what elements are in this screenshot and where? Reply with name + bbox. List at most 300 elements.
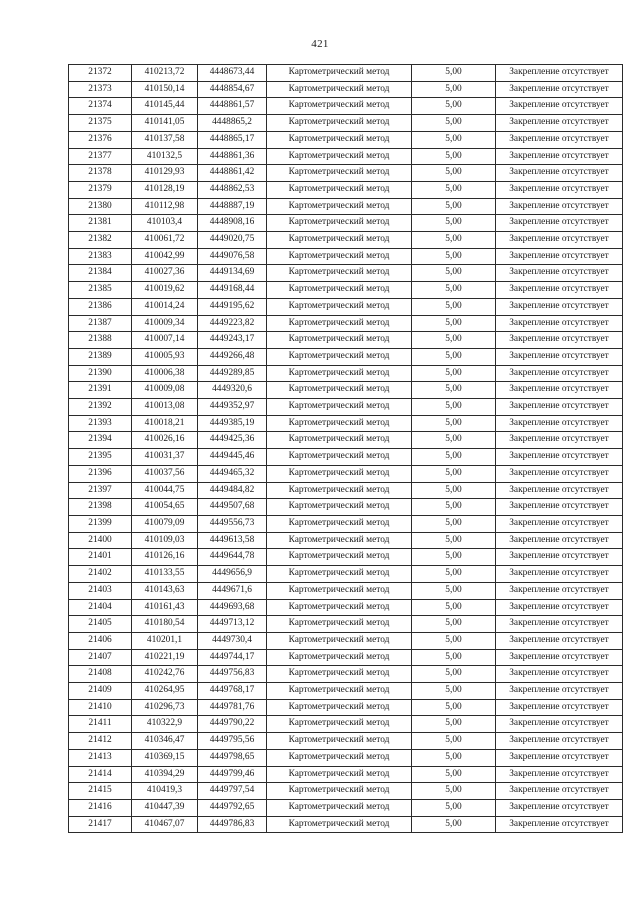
accuracy-cell: 5,00 <box>412 549 496 566</box>
point-number-cell: 21405 <box>69 616 132 633</box>
fixation-cell: Закрепление отсутствует <box>496 699 623 716</box>
y-coordinate-cell: 4449076,58 <box>198 248 267 265</box>
point-number-cell: 21390 <box>69 365 132 382</box>
table-row <box>69 766 623 783</box>
accuracy-cell: 5,00 <box>412 749 496 766</box>
x-coordinate-cell: 410213,72 <box>132 65 198 82</box>
y-coordinate-cell: 4449320,6 <box>198 382 267 399</box>
point-number-cell: 21400 <box>69 532 132 549</box>
accuracy-cell: 5,00 <box>412 165 496 182</box>
x-coordinate-cell: 410103,4 <box>132 215 198 232</box>
fixation-cell: Закрепление отсутствует <box>496 582 623 599</box>
fixation-cell: Закрепление отсутствует <box>496 532 623 549</box>
y-coordinate-cell: 4449790,22 <box>198 716 267 733</box>
fixation-cell: Закрепление отсутствует <box>496 115 623 132</box>
point-number-cell: 21408 <box>69 666 132 683</box>
accuracy-cell: 5,00 <box>412 382 496 399</box>
y-coordinate-cell: 4449223,82 <box>198 315 267 332</box>
fixation-cell: Закрепление отсутствует <box>496 282 623 299</box>
table-row <box>69 232 623 249</box>
y-coordinate-cell: 4449693,68 <box>198 599 267 616</box>
coordinates-table-body <box>69 65 623 833</box>
method-cell: Картометрический метод <box>267 749 412 766</box>
x-coordinate-cell: 410044,75 <box>132 482 198 499</box>
fixation-cell: Закрепление отсутствует <box>496 248 623 265</box>
point-number-cell: 21373 <box>69 81 132 98</box>
table-row <box>69 265 623 282</box>
method-cell: Картометрический метод <box>267 365 412 382</box>
point-number-cell: 21407 <box>69 649 132 666</box>
table-row <box>69 298 623 315</box>
x-coordinate-cell: 410128,19 <box>132 181 198 198</box>
y-coordinate-cell: 4449756,83 <box>198 666 267 683</box>
y-coordinate-cell: 4448887,19 <box>198 198 267 215</box>
table-row <box>69 515 623 532</box>
x-coordinate-cell: 410013,08 <box>132 399 198 416</box>
fixation-cell: Закрепление отсутствует <box>496 181 623 198</box>
accuracy-cell: 5,00 <box>412 315 496 332</box>
fixation-cell: Закрепление отсутствует <box>496 399 623 416</box>
point-number-cell: 21383 <box>69 248 132 265</box>
point-number-cell: 21412 <box>69 733 132 750</box>
x-coordinate-cell: 410019,62 <box>132 282 198 299</box>
accuracy-cell: 5,00 <box>412 699 496 716</box>
y-coordinate-cell: 4448854,67 <box>198 81 267 98</box>
method-cell: Картометрический метод <box>267 716 412 733</box>
point-number-cell: 21397 <box>69 482 132 499</box>
point-number-cell: 21378 <box>69 165 132 182</box>
point-number-cell: 21398 <box>69 499 132 516</box>
y-coordinate-cell: 4448908,16 <box>198 215 267 232</box>
table-row <box>69 382 623 399</box>
table-row <box>69 599 623 616</box>
method-cell: Картометрический метод <box>267 666 412 683</box>
table-row <box>69 616 623 633</box>
x-coordinate-cell: 410037,56 <box>132 465 198 482</box>
accuracy-cell: 5,00 <box>412 599 496 616</box>
method-cell: Картометрический метод <box>267 81 412 98</box>
method-cell: Картометрический метод <box>267 432 412 449</box>
fixation-cell: Закрепление отсутствует <box>496 81 623 98</box>
fixation-cell: Закрепление отсутствует <box>496 65 623 82</box>
fixation-cell: Закрепление отсутствует <box>496 332 623 349</box>
fixation-cell: Закрепление отсутствует <box>496 365 623 382</box>
method-cell: Картометрический метод <box>267 766 412 783</box>
x-coordinate-cell: 410419,3 <box>132 783 198 800</box>
point-number-cell: 21381 <box>69 215 132 232</box>
x-coordinate-cell: 410296,73 <box>132 699 198 716</box>
accuracy-cell: 5,00 <box>412 432 496 449</box>
method-cell: Картометрический метод <box>267 399 412 416</box>
y-coordinate-cell: 4448865,17 <box>198 131 267 148</box>
x-coordinate-cell: 410143,63 <box>132 582 198 599</box>
y-coordinate-cell: 4449266,48 <box>198 348 267 365</box>
y-coordinate-cell: 4449656,9 <box>198 566 267 583</box>
method-cell: Картометрический метод <box>267 332 412 349</box>
point-number-cell: 21410 <box>69 699 132 716</box>
method-cell: Картометрический метод <box>267 482 412 499</box>
accuracy-cell: 5,00 <box>412 482 496 499</box>
accuracy-cell: 5,00 <box>412 232 496 249</box>
table-row <box>69 399 623 416</box>
point-number-cell: 21414 <box>69 766 132 783</box>
table-row <box>69 716 623 733</box>
x-coordinate-cell: 410006,38 <box>132 365 198 382</box>
method-cell: Картометрический метод <box>267 131 412 148</box>
point-number-cell: 21406 <box>69 632 132 649</box>
x-coordinate-cell: 410394,29 <box>132 766 198 783</box>
coordinates-table <box>68 64 623 833</box>
accuracy-cell: 5,00 <box>412 666 496 683</box>
x-coordinate-cell: 410005,93 <box>132 348 198 365</box>
accuracy-cell: 5,00 <box>412 532 496 549</box>
x-coordinate-cell: 410027,36 <box>132 265 198 282</box>
method-cell: Картометрический метод <box>267 632 412 649</box>
fixation-cell: Закрепление отсутствует <box>496 632 623 649</box>
table-row <box>69 282 623 299</box>
accuracy-cell: 5,00 <box>412 415 496 432</box>
x-coordinate-cell: 410447,39 <box>132 799 198 816</box>
point-number-cell: 21413 <box>69 749 132 766</box>
x-coordinate-cell: 410322,9 <box>132 716 198 733</box>
accuracy-cell: 5,00 <box>412 399 496 416</box>
method-cell: Картометрический метод <box>267 683 412 700</box>
point-number-cell: 21416 <box>69 799 132 816</box>
y-coordinate-cell: 4449644,78 <box>198 549 267 566</box>
y-coordinate-cell: 4449445,46 <box>198 449 267 466</box>
table-row <box>69 365 623 382</box>
table-row <box>69 783 623 800</box>
y-coordinate-cell: 4449798,65 <box>198 749 267 766</box>
x-coordinate-cell: 410133,55 <box>132 566 198 583</box>
y-coordinate-cell: 4449792,65 <box>198 799 267 816</box>
y-coordinate-cell: 4449671,6 <box>198 582 267 599</box>
method-cell: Картометрический метод <box>267 616 412 633</box>
method-cell: Картометрический метод <box>267 649 412 666</box>
table-row <box>69 666 623 683</box>
point-number-cell: 21385 <box>69 282 132 299</box>
point-number-cell: 21396 <box>69 465 132 482</box>
y-coordinate-cell: 4448673,44 <box>198 65 267 82</box>
x-coordinate-cell: 410079,09 <box>132 515 198 532</box>
table-row <box>69 632 623 649</box>
method-cell: Картометрический метод <box>267 298 412 315</box>
point-number-cell: 21399 <box>69 515 132 532</box>
y-coordinate-cell: 4449730,4 <box>198 632 267 649</box>
method-cell: Картометрический метод <box>267 465 412 482</box>
fixation-cell: Закрепление отсутствует <box>496 415 623 432</box>
method-cell: Картометрический метод <box>267 181 412 198</box>
x-coordinate-cell: 410129,93 <box>132 165 198 182</box>
fixation-cell: Закрепление отсутствует <box>496 449 623 466</box>
table-row <box>69 348 623 365</box>
fixation-cell: Закрепление отсутствует <box>496 465 623 482</box>
point-number-cell: 21393 <box>69 415 132 432</box>
x-coordinate-cell: 410467,07 <box>132 816 198 833</box>
fixation-cell: Закрепление отсутствует <box>496 298 623 315</box>
table-row <box>69 549 623 566</box>
method-cell: Картометрический метод <box>267 198 412 215</box>
page-number: 421 <box>311 38 329 50</box>
fixation-cell: Закрепление отсутствует <box>496 599 623 616</box>
table-row <box>69 465 623 482</box>
point-number-cell: 21389 <box>69 348 132 365</box>
fixation-cell: Закрепление отсутствует <box>496 683 623 700</box>
fixation-cell: Закрепление отсутствует <box>496 666 623 683</box>
accuracy-cell: 5,00 <box>412 449 496 466</box>
accuracy-cell: 5,00 <box>412 733 496 750</box>
table-row <box>69 165 623 182</box>
method-cell: Картометрический метод <box>267 566 412 583</box>
method-cell: Картометрический метод <box>267 549 412 566</box>
method-cell: Картометрический метод <box>267 699 412 716</box>
method-cell: Картометрический метод <box>267 348 412 365</box>
accuracy-cell: 5,00 <box>412 515 496 532</box>
method-cell: Картометрический метод <box>267 449 412 466</box>
accuracy-cell: 5,00 <box>412 649 496 666</box>
point-number-cell: 21382 <box>69 232 132 249</box>
x-coordinate-cell: 410150,14 <box>132 81 198 98</box>
x-coordinate-cell: 410018,21 <box>132 415 198 432</box>
accuracy-cell: 5,00 <box>412 716 496 733</box>
y-coordinate-cell: 4448865,2 <box>198 115 267 132</box>
method-cell: Картометрический метод <box>267 599 412 616</box>
table-row <box>69 131 623 148</box>
x-coordinate-cell: 410180,54 <box>132 616 198 633</box>
fixation-cell: Закрепление отсутствует <box>496 716 623 733</box>
accuracy-cell: 5,00 <box>412 298 496 315</box>
point-number-cell: 21391 <box>69 382 132 399</box>
y-coordinate-cell: 4448862,53 <box>198 181 267 198</box>
method-cell: Картометрический метод <box>267 98 412 115</box>
point-number-cell: 21404 <box>69 599 132 616</box>
point-number-cell: 21411 <box>69 716 132 733</box>
fixation-cell: Закрепление отсутствует <box>496 432 623 449</box>
table-row <box>69 81 623 98</box>
method-cell: Картометрический метод <box>267 515 412 532</box>
fixation-cell: Закрепление отсутствует <box>496 566 623 583</box>
table-row <box>69 432 623 449</box>
x-coordinate-cell: 410132,5 <box>132 148 198 165</box>
y-coordinate-cell: 4449168,44 <box>198 282 267 299</box>
fixation-cell: Закрепление отсутствует <box>496 315 623 332</box>
method-cell: Картометрический метод <box>267 148 412 165</box>
table-row <box>69 415 623 432</box>
table-row <box>69 749 623 766</box>
table-row <box>69 683 623 700</box>
x-coordinate-cell: 410242,76 <box>132 666 198 683</box>
y-coordinate-cell: 4449507,68 <box>198 499 267 516</box>
method-cell: Картометрический метод <box>267 232 412 249</box>
method-cell: Картометрический метод <box>267 783 412 800</box>
y-coordinate-cell: 4449781,76 <box>198 699 267 716</box>
accuracy-cell: 5,00 <box>412 215 496 232</box>
point-number-cell: 21394 <box>69 432 132 449</box>
method-cell: Картометрический метод <box>267 165 412 182</box>
point-number-cell: 21375 <box>69 115 132 132</box>
fixation-cell: Закрепление отсутствует <box>496 549 623 566</box>
method-cell: Картометрический метод <box>267 582 412 599</box>
accuracy-cell: 5,00 <box>412 616 496 633</box>
x-coordinate-cell: 410014,24 <box>132 298 198 315</box>
fixation-cell: Закрепление отсутствует <box>496 232 623 249</box>
table-row <box>69 449 623 466</box>
accuracy-cell: 5,00 <box>412 683 496 700</box>
table-row <box>69 482 623 499</box>
fixation-cell: Закрепление отсутствует <box>496 816 623 833</box>
table-row <box>69 499 623 516</box>
method-cell: Картометрический метод <box>267 115 412 132</box>
accuracy-cell: 5,00 <box>412 566 496 583</box>
y-coordinate-cell: 4449713,12 <box>198 616 267 633</box>
accuracy-cell: 5,00 <box>412 465 496 482</box>
point-number-cell: 21380 <box>69 198 132 215</box>
fixation-cell: Закрепление отсутствует <box>496 766 623 783</box>
y-coordinate-cell: 4449243,17 <box>198 332 267 349</box>
y-coordinate-cell: 4449425,36 <box>198 432 267 449</box>
x-coordinate-cell: 410264,95 <box>132 683 198 700</box>
y-coordinate-cell: 4449465,32 <box>198 465 267 482</box>
accuracy-cell: 5,00 <box>412 499 496 516</box>
fixation-cell: Закрепление отсутствует <box>496 215 623 232</box>
y-coordinate-cell: 4449786,83 <box>198 816 267 833</box>
accuracy-cell: 5,00 <box>412 98 496 115</box>
fixation-cell: Закрепление отсутствует <box>496 265 623 282</box>
point-number-cell: 21379 <box>69 181 132 198</box>
y-coordinate-cell: 4449195,62 <box>198 298 267 315</box>
y-coordinate-cell: 4449352,97 <box>198 399 267 416</box>
method-cell: Картометрический метод <box>267 799 412 816</box>
point-number-cell: 21388 <box>69 332 132 349</box>
x-coordinate-cell: 410109,03 <box>132 532 198 549</box>
point-number-cell: 21376 <box>69 131 132 148</box>
x-coordinate-cell: 410009,08 <box>132 382 198 399</box>
fixation-cell: Закрепление отсутствует <box>496 348 623 365</box>
y-coordinate-cell: 4448861,57 <box>198 98 267 115</box>
table-row <box>69 315 623 332</box>
fixation-cell: Закрепление отсутствует <box>496 148 623 165</box>
fixation-cell: Закрепление отсутствует <box>496 131 623 148</box>
table-row <box>69 65 623 82</box>
point-number-cell: 21392 <box>69 399 132 416</box>
point-number-cell: 21417 <box>69 816 132 833</box>
accuracy-cell: 5,00 <box>412 783 496 800</box>
table-row <box>69 733 623 750</box>
y-coordinate-cell: 4449768,17 <box>198 683 267 700</box>
table-row <box>69 582 623 599</box>
y-coordinate-cell: 4449744,17 <box>198 649 267 666</box>
table-row <box>69 198 623 215</box>
table-row <box>69 248 623 265</box>
accuracy-cell: 5,00 <box>412 115 496 132</box>
x-coordinate-cell: 410054,65 <box>132 499 198 516</box>
y-coordinate-cell: 4449556,73 <box>198 515 267 532</box>
table-row <box>69 799 623 816</box>
accuracy-cell: 5,00 <box>412 365 496 382</box>
accuracy-cell: 5,00 <box>412 131 496 148</box>
y-coordinate-cell: 4449289,85 <box>198 365 267 382</box>
fixation-cell: Закрепление отсутствует <box>496 198 623 215</box>
x-coordinate-cell: 410007,14 <box>132 332 198 349</box>
accuracy-cell: 5,00 <box>412 582 496 599</box>
fixation-cell: Закрепление отсутствует <box>496 98 623 115</box>
x-coordinate-cell: 410221,19 <box>132 649 198 666</box>
table-row <box>69 181 623 198</box>
x-coordinate-cell: 410346,47 <box>132 733 198 750</box>
accuracy-cell: 5,00 <box>412 265 496 282</box>
table-row <box>69 98 623 115</box>
point-number-cell: 21386 <box>69 298 132 315</box>
fixation-cell: Закрепление отсутствует <box>496 165 623 182</box>
x-coordinate-cell: 410369,15 <box>132 749 198 766</box>
table-row <box>69 816 623 833</box>
x-coordinate-cell: 410137,58 <box>132 131 198 148</box>
point-number-cell: 21384 <box>69 265 132 282</box>
fixation-cell: Закрепление отсутствует <box>496 616 623 633</box>
x-coordinate-cell: 410009,34 <box>132 315 198 332</box>
fixation-cell: Закрепление отсутствует <box>496 733 623 750</box>
point-number-cell: 21387 <box>69 315 132 332</box>
fixation-cell: Закрепление отсутствует <box>496 799 623 816</box>
method-cell: Картометрический метод <box>267 215 412 232</box>
accuracy-cell: 5,00 <box>412 181 496 198</box>
fixation-cell: Закрепление отсутствует <box>496 515 623 532</box>
y-coordinate-cell: 4449484,82 <box>198 482 267 499</box>
accuracy-cell: 5,00 <box>412 65 496 82</box>
x-coordinate-cell: 410161,43 <box>132 599 198 616</box>
accuracy-cell: 5,00 <box>412 248 496 265</box>
point-number-cell: 21374 <box>69 98 132 115</box>
accuracy-cell: 5,00 <box>412 81 496 98</box>
table-row <box>69 532 623 549</box>
point-number-cell: 21395 <box>69 449 132 466</box>
y-coordinate-cell: 4449795,56 <box>198 733 267 750</box>
fixation-cell: Закрепление отсутствует <box>496 482 623 499</box>
y-coordinate-cell: 4449797,54 <box>198 783 267 800</box>
table-row <box>69 215 623 232</box>
x-coordinate-cell: 410042,99 <box>132 248 198 265</box>
x-coordinate-cell: 410061,72 <box>132 232 198 249</box>
method-cell: Картометрический метод <box>267 248 412 265</box>
method-cell: Картометрический метод <box>267 733 412 750</box>
accuracy-cell: 5,00 <box>412 766 496 783</box>
x-coordinate-cell: 410141,05 <box>132 115 198 132</box>
point-number-cell: 21401 <box>69 549 132 566</box>
y-coordinate-cell: 4448861,36 <box>198 148 267 165</box>
table-row <box>69 699 623 716</box>
method-cell: Картометрический метод <box>267 265 412 282</box>
y-coordinate-cell: 4449613,58 <box>198 532 267 549</box>
x-coordinate-cell: 410031,37 <box>132 449 198 466</box>
method-cell: Картометрический метод <box>267 382 412 399</box>
point-number-cell: 21377 <box>69 148 132 165</box>
y-coordinate-cell: 4449134,69 <box>198 265 267 282</box>
fixation-cell: Закрепление отсутствует <box>496 783 623 800</box>
point-number-cell: 21372 <box>69 65 132 82</box>
table-row <box>69 649 623 666</box>
table-row <box>69 566 623 583</box>
table-row <box>69 115 623 132</box>
table-row <box>69 148 623 165</box>
accuracy-cell: 5,00 <box>412 198 496 215</box>
method-cell: Картометрический метод <box>267 282 412 299</box>
accuracy-cell: 5,00 <box>412 332 496 349</box>
x-coordinate-cell: 410126,16 <box>132 549 198 566</box>
method-cell: Картометрический метод <box>267 816 412 833</box>
y-coordinate-cell: 4448861,42 <box>198 165 267 182</box>
accuracy-cell: 5,00 <box>412 282 496 299</box>
accuracy-cell: 5,00 <box>412 816 496 833</box>
